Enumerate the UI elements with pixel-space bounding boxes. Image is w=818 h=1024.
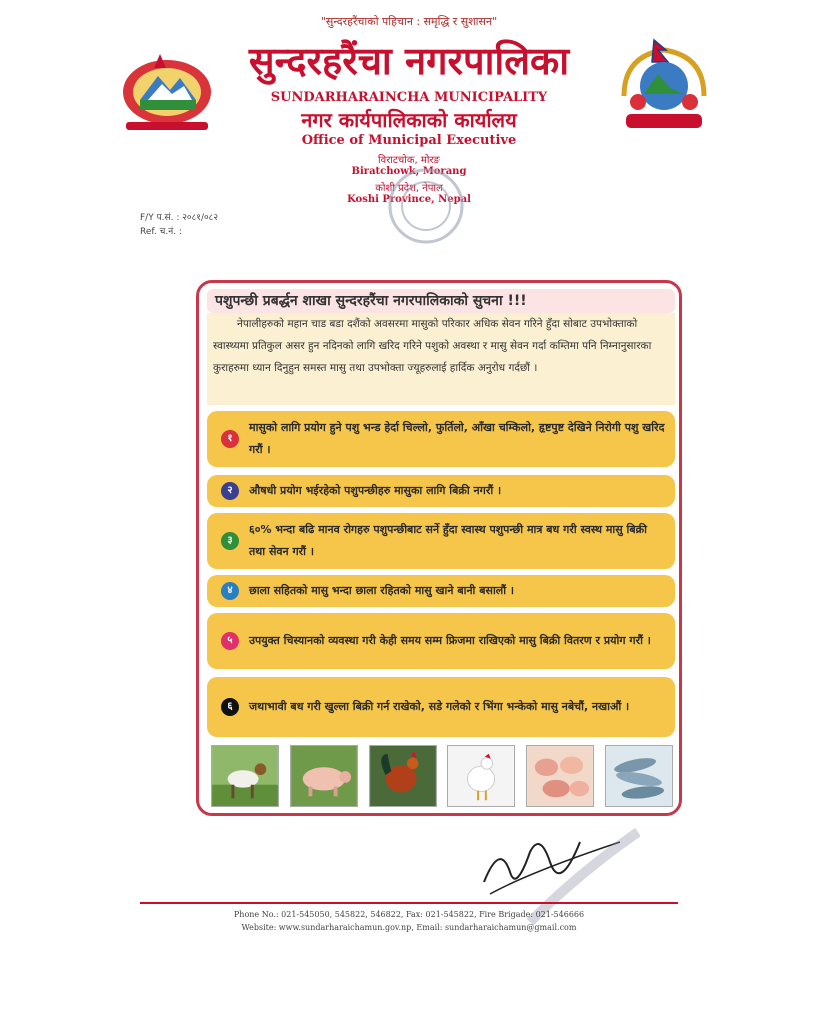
address-english-2: Koshi Province, Nepal bbox=[347, 194, 471, 205]
item-number-badge: ३ bbox=[221, 532, 239, 550]
notice-box bbox=[196, 280, 682, 816]
notice-item-1 bbox=[207, 411, 675, 467]
fiscal-year: F/Y प.सं. : २०८१/०८२ bbox=[140, 213, 219, 223]
slogan: "सुन्दरहरैंचाको पहिचान : समृद्धि र सुशासन" bbox=[320, 15, 498, 28]
pig-photo bbox=[290, 745, 358, 807]
chicken-photo bbox=[447, 745, 515, 807]
footer-contact: Phone No.: 021-545050, 545822, 546822, Fax: 021-545822, Fire Brigade: 021-546666 bbox=[233, 910, 585, 919]
office-stamp-icon bbox=[376, 164, 476, 248]
footer-web: Website: www.sundarharaichamun.gov.np, Email: sundarharaichamun@gmail.com bbox=[241, 923, 577, 932]
meat-photo bbox=[526, 745, 594, 807]
footer-divider bbox=[140, 902, 678, 904]
notice-item-text: छाला सहितको मासु भन्दा छाला रहितको मासु खाने बानी बसालौं । bbox=[249, 584, 515, 597]
fish-photo bbox=[605, 745, 673, 807]
item-number-badge: ५ bbox=[221, 632, 239, 650]
office-title-english: Office of Municipal Executive bbox=[301, 133, 517, 148]
animal-photos-strip bbox=[211, 745, 673, 807]
goat-photo bbox=[211, 745, 279, 807]
notice-intro: नेपालीहरुको महान चाड बडा दशैंको अवसरमा मासुको परिकार अधिक सेवन गरिने हुँदा सोबाट उपभोक्ताको स्वास्थ्यमा प्रतिकुल असर हुन नदिनको लागि खरिद गरिने पशुको अवस्था र मासु सेवन गर्दा कम्तिमा पनि निम्नानुसारका कुराहरुमा ध्यान दिनुहुन समस्त मासु तथा उपभोक्ता ज्यूहरुलाई हार्दिक अनुरोध गर्दछौं । bbox=[207, 313, 675, 405]
office-title-nepali: नगर कार्यपालिकाको कार्यालय bbox=[301, 108, 517, 132]
reference-number: Ref. च.नं. : bbox=[140, 227, 182, 237]
item-number-badge: १ bbox=[221, 430, 239, 448]
notice-item-text: मासुको लागि प्रयोग हुने पशु भन्ड हेर्दा चिल्लो, फुर्तिलो, आँखा चम्किलो, हृष्टपुष्ट देखिने निरोगी पशु खरिद गरौं । bbox=[249, 421, 665, 456]
municipality-logo-icon bbox=[614, 36, 714, 134]
notice-item-2 bbox=[207, 475, 675, 507]
notice-title: पशुपन्छी प्रबर्द्धन शाखा सुन्दरहरैंचा नगरपालिकाको सुचना !!! bbox=[207, 289, 675, 313]
item-number-badge: २ bbox=[221, 482, 239, 500]
notice-item-text: जथाभावी बध गरी खुल्ला बिक्री गर्न राखेको, सडे गलेको र भिंगा भन्केको मासु नबेचौं, नखाऔं । bbox=[249, 700, 630, 713]
address-english-1: Biratchowk, Morang bbox=[351, 166, 467, 177]
notice-item-text: ६०% भन्दा बढि मानव रोगहरु पशुपन्छीबाट सर्ने हुँदा स्वास्थ पशुपन्छी मात्र बध गरी स्वस्थ मासु बिक्री तथा सेवन गरौं । bbox=[249, 523, 647, 558]
municipality-title-english: SUNDARHARAINCHA MUNICIPALITY bbox=[270, 90, 548, 105]
item-number-badge: ४ bbox=[221, 582, 239, 600]
notice-item-text: औषधी प्रयोग भईरहेको पशुपन्छीहरु मासुका लागि बिक्री नगरौं । bbox=[249, 484, 502, 497]
address-nepali-2: कोशी प्रदेश, नेपाल bbox=[375, 183, 443, 194]
notice-item-4 bbox=[207, 575, 675, 607]
notice-item-3 bbox=[207, 513, 675, 569]
notice-item-6 bbox=[207, 677, 675, 737]
notice-item-text: उपयुक्त चिस्यानको व्यवस्था गरी केही समय सम्म फ्रिजमा राखिएको मासु बिक्री वितरण र प्रयोग गरौं । bbox=[249, 634, 651, 647]
item-number-badge: ६ bbox=[221, 698, 239, 716]
municipality-title-nepali: सुन्दरहरैंचा नगरपालिका bbox=[248, 39, 570, 83]
rooster-photo bbox=[369, 745, 437, 807]
address-nepali-1: विराटचोक, मोरङ bbox=[378, 155, 440, 166]
notice-item-5 bbox=[207, 613, 675, 669]
